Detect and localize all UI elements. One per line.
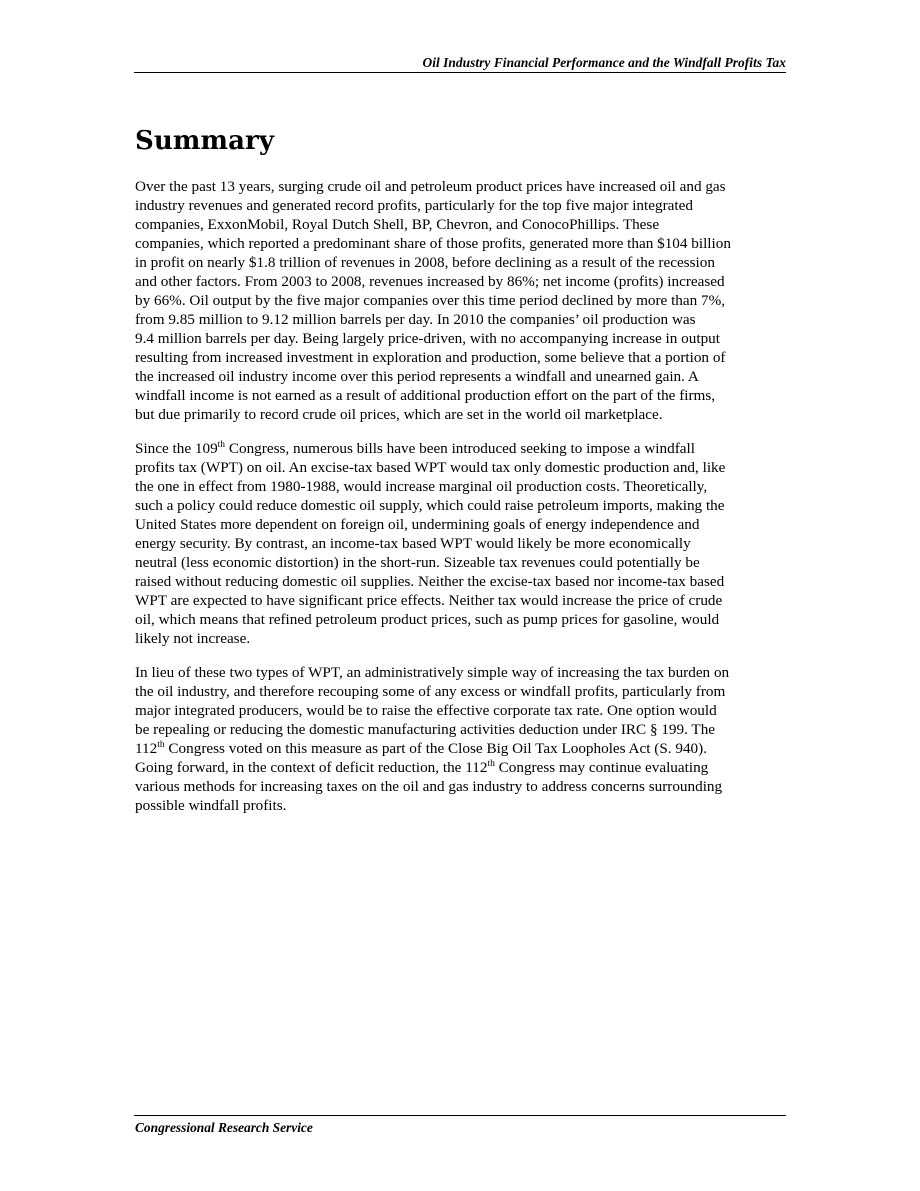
text-fragment: Congress may continue evaluating (494, 759, 709, 776)
text-line: and other factors. From 2003 to 2008, revenues increased by 86%; net income (profits) increased (135, 273, 725, 290)
paragraph-3 (135, 663, 787, 815)
text-line: various methods for increasing taxes on the oil and gas industry to address concerns surrounding (135, 778, 723, 795)
text-line: resulting from increased investment in exploration and production, some believe that a portion of (135, 349, 726, 366)
text-line: energy security. By contrast, an income-tax based WPT would likely be more economically (135, 535, 691, 552)
text-line: United States more dependent on foreign oil, undermining goals of energy independence and (135, 516, 700, 533)
text-line (135, 439, 787, 458)
text-line: windfall income is not earned as a result of additional production effort on the part of the firms, (135, 387, 716, 404)
text-line: from 9.85 million to 9.12 million barrels per day. In 2010 the companies’ oil production was (135, 311, 696, 328)
text-line: neutral (less economic distortion) in the short-run. Sizeable tax revenues could potentially be (135, 554, 700, 571)
paragraph-1 (135, 177, 787, 424)
text-line: 9.4 million barrels per day. Being largely price-driven, with no accompanying increase in output (135, 330, 720, 347)
header-divider (134, 72, 786, 73)
text-line: by 66%. Oil output by the five major companies over this time period declined by more than 7%, (135, 292, 726, 309)
text-line: major integrated producers, would be to raise the effective corporate tax rate. One option would (135, 702, 717, 719)
text-line: profits tax (WPT) on oil. An excise-tax based WPT would tax only domestic production and, like (135, 459, 726, 476)
text-line: oil, which means that refined petroleum product prices, such as pump prices for gasoline, would (135, 611, 720, 628)
text-line: be repealing or reducing the domestic manufacturing activities deduction under IRC § 199. The (135, 721, 716, 738)
text-line: the one in effect from 1980-1988, would increase marginal oil production costs. Theoretically, (135, 478, 708, 495)
text-line: but due primarily to record crude oil prices, which are set in the world oil marketplace. (135, 406, 663, 423)
text-line: in profit on nearly $1.8 trillion of revenues in 2008, before declining as a result of the recession (135, 254, 715, 271)
summary-body (135, 177, 787, 830)
text-fragment: Congress, numerous bills have been introduced seeking to impose a windfall (225, 440, 695, 457)
text-line: industry revenues and generated record profits, particularly for the top five major integrated (135, 197, 693, 214)
ordinal-superscript: th (157, 740, 165, 750)
text-line: WPT are expected to have significant price effects. Neither tax would increase the price of crude (135, 592, 723, 609)
text-line: the oil industry, and therefore recouping some of any excess or windfall profits, particularly from (135, 683, 726, 700)
text-line (135, 758, 787, 777)
text-fragment: Since the 109 (135, 440, 218, 457)
text-line: Over the past 13 years, surging crude oil and petroleum product prices have increased oil and gas (135, 178, 726, 195)
footer-divider (134, 1115, 786, 1116)
text-line: likely not increase. (135, 630, 251, 647)
ordinal-superscript: th (487, 759, 495, 769)
page-title: Summary (135, 126, 275, 156)
text-line: companies, which reported a predominant share of those profits, generated more than $104 billion (135, 235, 731, 252)
text-line: possible windfall profits. (135, 797, 287, 814)
running-header-title: Oil Industry Financial Performance and the Windfall Profits Tax (422, 55, 786, 70)
text-line: the increased oil industry income over this period represents a windfall and unearned gain. A (135, 368, 699, 385)
text-fragment: Congress voted on this measure as part of the Close Big Oil Tax Loopholes Act (S. 940). (164, 740, 707, 757)
text-line: In lieu of these two types of WPT, an administratively simple way of increasing the tax burden on (135, 664, 730, 681)
paragraph-2 (135, 439, 787, 648)
text-line: such a policy could reduce domestic oil supply, which could raise petroleum imports, making the (135, 497, 725, 514)
ordinal-superscript: th (217, 440, 226, 450)
text-line: companies, ExxonMobil, Royal Dutch Shell, BP, Chevron, and ConocoPhillips. These (135, 216, 660, 233)
text-line (135, 739, 787, 758)
text-line: raised without reducing domestic oil supplies. Neither the excise-tax based nor income-tax based (135, 573, 725, 590)
text-fragment: Going forward, in the context of deficit reduction, the 112 (135, 759, 488, 776)
text-fragment: 112 (135, 740, 158, 757)
running-footer-label: Congressional Research Service (135, 1120, 313, 1135)
